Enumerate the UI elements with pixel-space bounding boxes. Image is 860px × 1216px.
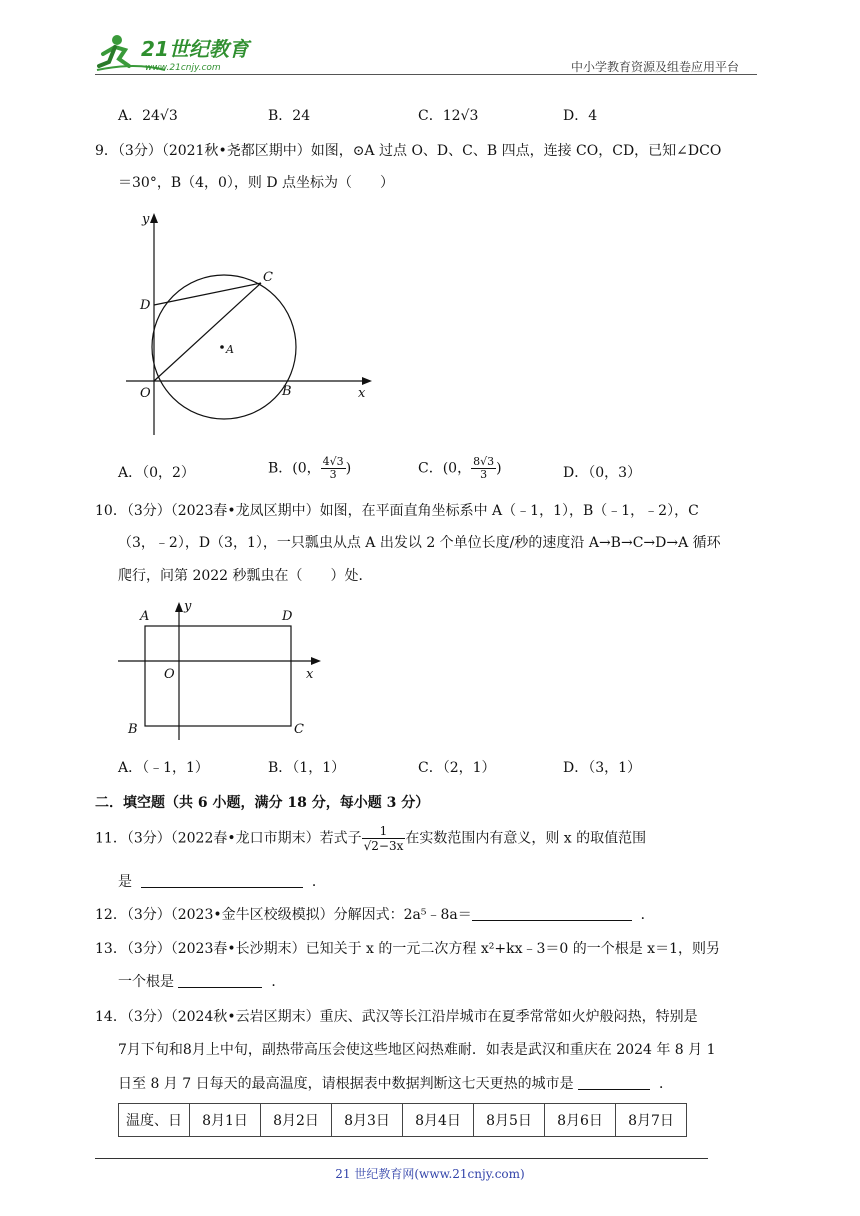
runner-logo-icon [95,32,255,74]
q11-text-line2: 是 ． [118,874,326,890]
table-header-cell: 8月2日 [261,1104,332,1137]
q10-text-line3: 爬行，问第 2022 秒瓢虫在（ ）处． [118,568,373,584]
svg-text:A: A [140,609,150,624]
q10-text-line1: 10．（3分）（2023春•龙凤区期中）如图，在平面直角坐标系中 A（﹣1，1），B（﹣1，﹣2），C [95,503,699,519]
svg-text:x: x [358,386,366,401]
q14-text-line3: 日至 8 月 7 日每天的最高温度，请根据表中数据判断这七天更热的城市是 ． [118,1076,673,1092]
svg-text:A: A [226,343,234,356]
q13-text-line1: 13．（3分）（2023春•长沙期末）已知关于 x 的一元二次方程 x²+kx﹣3＝0 的一个根是 x＝1，则另 [95,941,720,957]
q9-text-line2: ＝30°，B（4，0），则 D 点坐标为（ ） [118,175,395,191]
table-header-cell: 8月6日 [545,1104,616,1137]
q14-text-line1: 14．（3分）（2024秋•云岩区期末）重庆、武汉等长江沿岸城市在夏季常常如火炉般闷热，特别是 [95,1009,698,1025]
q13-answer-blank[interactable] [178,973,262,988]
svg-text:O: O [164,667,175,682]
q8-option-d: D．4 [563,108,598,124]
svg-text:B: B [282,384,292,399]
q11-text-line1: 11．（3分）（2022春•龙口市期末）若式子 $\frac{1}{√2-3x}$ 在实数范围内有意义，则 x 的取值范围 [95,824,647,853]
svg-text:C: C [294,722,304,737]
footer-link[interactable]: 21 世纪教育网(www.21cnjy.com) [335,1167,525,1181]
q9-option-b: B．(0， $\frac{4√3}{3}$ ) [268,455,352,481]
q9-option-d: D．（0，3） [563,465,642,481]
table-header-cell: 8月3日 [332,1104,403,1137]
table-header-cell: 温度、日 [119,1104,190,1137]
q11-answer-blank[interactable] [141,873,303,888]
q10-option-d: D．（3，1） [563,760,642,776]
svg-text:y: y [142,212,150,227]
q13-text-line2: 一个根是 ． [118,974,286,990]
q12-answer-blank[interactable] [472,906,632,921]
svg-text:x: x [306,667,314,682]
footer-divider [95,1158,708,1159]
q10-option-c: C．（2，1） [418,760,496,776]
q10-option-b: B．（1，1） [268,760,346,776]
svg-text:C: C [263,270,273,285]
q9-text-line1: 9．（3分）（2021秋•尧都区期中）如图，⊙A 过点 O、D、C、B 四点，连接 CO，CD，已知∠DCO [95,143,722,159]
table-header-cell: 8月5日 [474,1104,545,1137]
svg-text:O: O [140,386,151,401]
q8-option-b: B．24 [268,108,311,124]
table-header-cell: 8月7日 [616,1104,687,1137]
temperature-table [118,1103,687,1137]
platform-name: 中小学教育资源及组卷应用平台 [571,60,740,74]
q12-text: 12．（3分）（2023•金牛区校级模拟）分解因式：2a⁵﹣8a＝ ． [95,907,655,923]
q8-option-a: A．24√3 [118,108,178,124]
table-header-cell: 8月1日 [190,1104,261,1137]
q10-text-line2: （3，﹣2），D（3，1），一只瓢虫从点 A 出发以 2 个单位长度/秒的速度沿 A→B→C→D→A 循环 [118,535,721,551]
q14-text-line2: 7月下旬和8月上中旬，副热带高压会使这些地区闷热难耐．如表是武汉和重庆在 2024 年 8 月 1 [118,1042,716,1058]
q10-option-a: A．（﹣1，1） [118,760,209,776]
logo-url: www.21cnjy.com [145,63,221,73]
svg-text:B: B [128,722,138,737]
table-row [119,1104,687,1137]
svg-text:D: D [140,298,151,313]
svg-text:y: y [184,599,192,614]
logo-text: 21世纪教育 [141,37,249,61]
q9-circle-figure [118,205,378,440]
section-title-fill-in: 二．填空题（共 6 小题，满分 18 分，每小题 3 分） [95,795,430,811]
q10-rectangle-figure [114,598,334,743]
q8-option-c: C．12√3 [418,108,479,124]
q14-answer-blank[interactable] [578,1075,650,1090]
table-header-cell: 8月4日 [403,1104,474,1137]
header-divider [95,74,757,75]
site-logo [95,32,255,74]
q9-option-c: C．(0， $\frac{8√3}{3}$ ) [418,455,502,481]
q9-option-a: A．（0，2） [118,465,195,481]
svg-text:D: D [282,609,293,624]
